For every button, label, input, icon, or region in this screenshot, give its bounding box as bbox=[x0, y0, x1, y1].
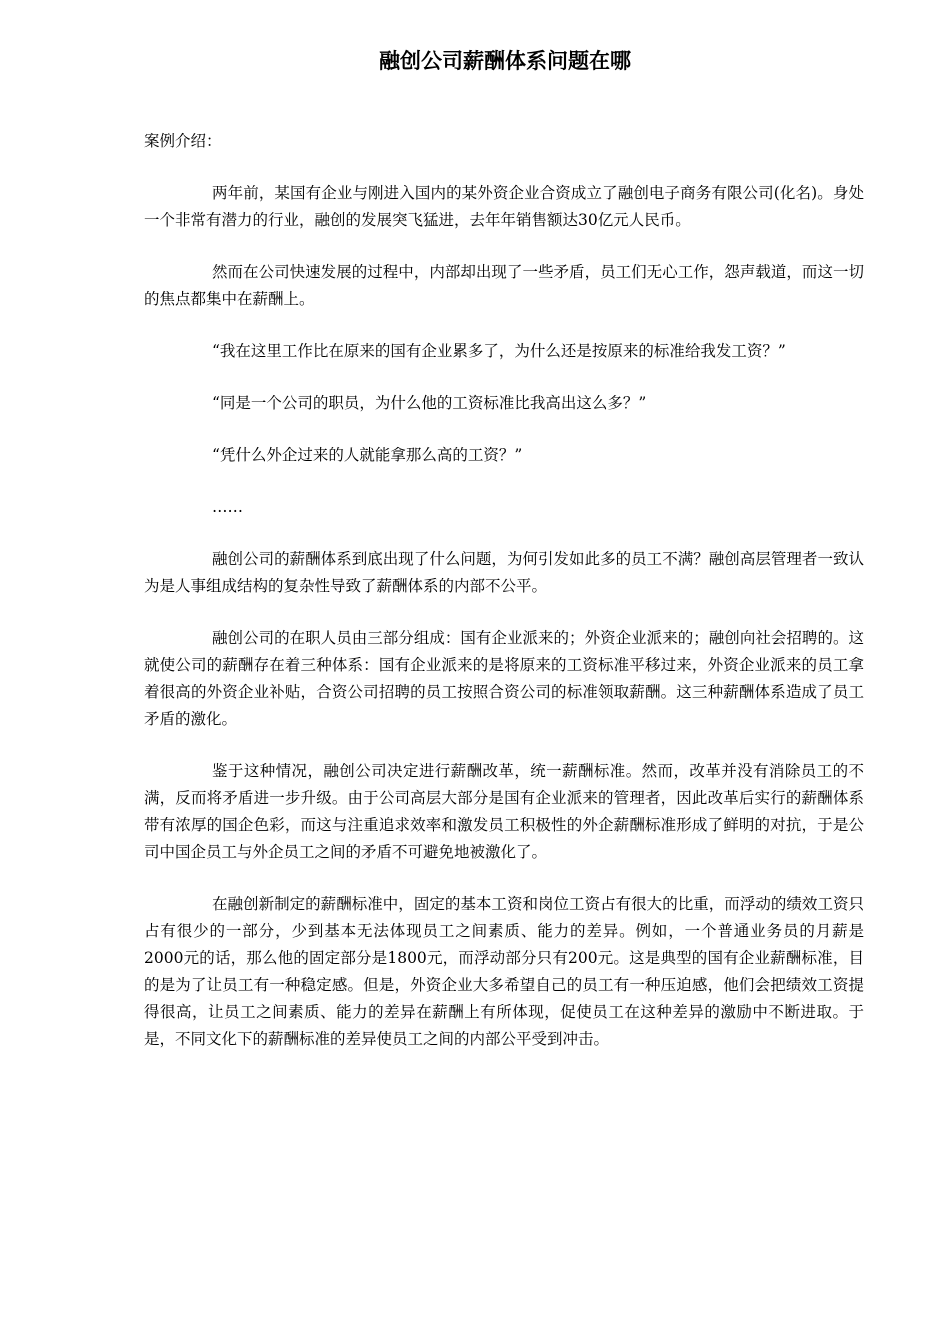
paragraph-conflict: 然而在公司快速发展的过程中，内部却出现了一些矛盾，员工们无心工作，怨声载道，而这一切的焦点都集中在薪酬上。 bbox=[144, 263, 864, 308]
document-title: 融创公司薪酬体系问题在哪 bbox=[379, 49, 631, 73]
paragraph-composition: 融创公司的在职人员由三部分组成：国有企业派来的；外资企业派来的；融创向社会招聘的。这就使公司的薪酬存在着三种体系：国有企业派来的是将原来的工资标准平移过来，外资企业派来的员工拿着很高的外资企业补贴，合资公司招聘的员工按照合资公司的标准领取薪酬。这三种薪酬体系造成了员工矛盾的激化。 bbox=[144, 629, 864, 728]
ellipsis: …… bbox=[212, 498, 243, 516]
paragraph-reform: 鉴于这种情况，融创公司决定进行薪酬改革，统一薪酬标准。然而，改革并没有消除员工的不满，反而将矛盾进一步升级。由于公司高层大部分是国有企业派来的管理者，因此改革后实行的薪酬体系带有浓厚的国企色彩，而这与注重追求效率和激发员工积极性的外企薪酬标准形成了鲜明的对抗，于是公司中国企员工与外企员工之间的矛盾不可避免地被激化了。 bbox=[144, 762, 864, 861]
paragraph-question: 融创公司的薪酬体系到底出现了什么问题，为何引发如此多的员工不满？融创高层管理者一致认为是人事组成结构的复杂性导致了薪酬体系的内部不公平。 bbox=[144, 550, 864, 595]
paragraph-standard: 在融创新制定的薪酬标准中，固定的基本工资和岗位工资占有很大的比重，而浮动的绩效工资只占有很少的一部分，少到基本无法体现员工之间素质、能力的差异。例如，一个普通业务员的月薪是2000元的话，那么他的固定部分是1800元，而浮动部分只有200元。这是典型的国有企业薪酬标准，目的是为了让员工有一种稳定感。但是，外资企业大多希望自己的员工有一种压迫感，他们会把绩效工资提得很高，让员工之间素质、能力的差异在薪酬上有所体现，促使员工在这种差异的激励中不断进取。于是，不同文化下的薪酬标准的差异使员工之间的内部公平受到冲击。 bbox=[144, 895, 864, 1048]
quote-3: “凭什么外企过来的人就能拿那么高的工资？” bbox=[212, 446, 523, 464]
document-body bbox=[144, 128, 864, 1078]
quote-1: “我在这里工作比在原来的国有企业累多了，为什么还是按原来的标准给我发工资？” bbox=[212, 342, 786, 360]
section-label: 案例介绍： bbox=[144, 132, 222, 150]
paragraph-intro: 两年前，某国有企业与刚进入国内的某外资企业合资成立了融创电子商务有限公司(化名)。身处一个非常有潜力的行业，融创的发展突飞猛进，去年年销售额达30亿元人民币。 bbox=[144, 184, 864, 229]
quote-2: “同是一个公司的职员，为什么他的工资标准比我高出这么多？” bbox=[212, 394, 647, 412]
